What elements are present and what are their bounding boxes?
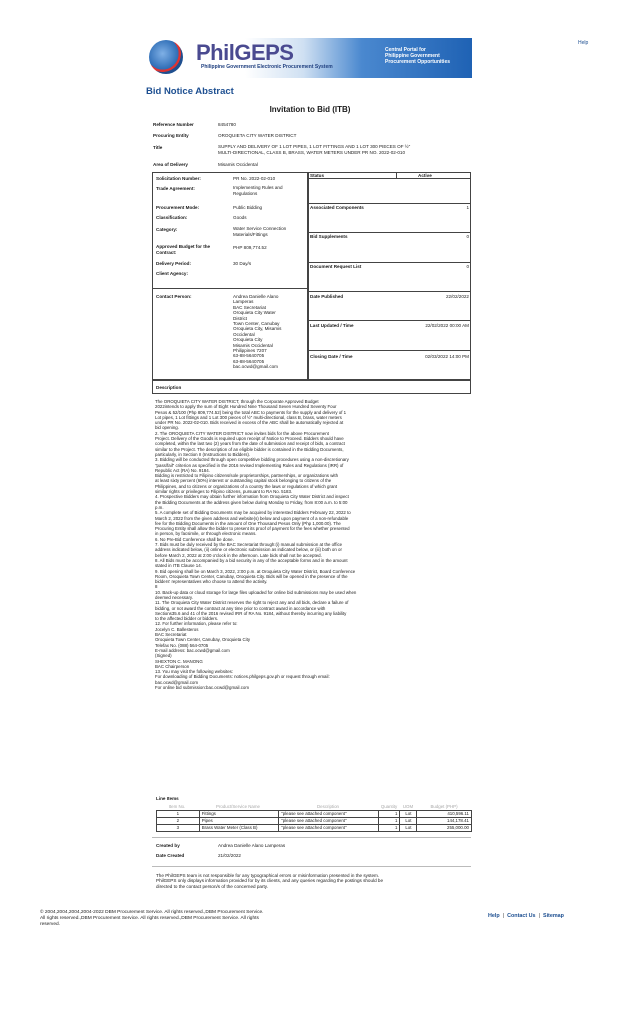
quantity-cell: 1 xyxy=(379,825,401,831)
classification-value: Goods xyxy=(233,215,247,220)
status-divider xyxy=(308,203,471,204)
delivery-period-label: Delivery Period: xyxy=(156,261,191,266)
footer-copyright xyxy=(40,910,340,927)
date-created-label: Date Created xyxy=(156,853,185,858)
associated-components-value: 1 xyxy=(466,205,469,210)
disclaimer xyxy=(156,873,472,889)
contact-line: 63-88-5640705 xyxy=(233,358,265,364)
product-cell: Fittings xyxy=(200,811,279,817)
procuring-entity-label: Procuring Entity xyxy=(153,133,189,138)
table-row xyxy=(157,825,471,831)
contact-line: Philippines 7207 xyxy=(233,348,267,354)
abc-label-1: Approved Budget for the xyxy=(156,244,211,249)
contact-line: Town Center, Canubay xyxy=(233,321,280,327)
quantity-cell: 1 xyxy=(379,818,401,824)
contact-line: Occidental xyxy=(233,331,255,337)
title-value-line-2: MULTI-DIRECTIONAL, CLASS B, BRASS, WATER METERS UNDER PR NO. 2022-02-010 xyxy=(218,150,406,155)
description-cell: "please see attached component" xyxy=(279,825,378,831)
tagline-line-3: Procurement Opportunities xyxy=(385,59,451,65)
abc-value: PHP 809,774.52 xyxy=(233,245,267,250)
budget-cell: 144,178.41 xyxy=(447,818,469,823)
item-no-cell: 3 xyxy=(157,825,200,831)
disclaimer-line: directed to the contact person/s of the concerned party. xyxy=(156,883,269,889)
product-cell: Pipes xyxy=(200,818,279,824)
footer-sitemap-link[interactable]: Sitemap xyxy=(542,913,564,919)
uom-cell: Lot xyxy=(400,818,417,824)
disclaimer-line: The PhilGEPS team is not responsible for any typographical errors or misinformation presented in the system. xyxy=(156,873,380,878)
created-by-value: Andrea Danielle Alano Lamperas xyxy=(218,843,286,848)
procuring-entity-value: OROQUIETA CITY WATER DISTRICT xyxy=(218,133,297,138)
item-no-cell: 2 xyxy=(157,818,200,824)
last-updated-value: 22/02/2022 00:00 AM xyxy=(425,323,469,328)
description-cell: "please see attached component" xyxy=(279,811,378,817)
area-of-delivery-value: Misamis Occidental xyxy=(218,162,258,167)
footer-links xyxy=(488,913,564,919)
bid-supplements-value: 0 xyxy=(466,234,469,239)
col-header: Description xyxy=(317,804,339,809)
description-text: The OROQUIETA CITY WATER DISTRICT, through the Corporate Approved Budget 2022intends to apply the sum of Eight Hundred Nine Thousand Seven Hundred Seventy Four Pesos & 52/100 (Php 809,774.52) being the total ABC to payments for the supply and delivery of 1 Lot pipes, 1 Lot fittings and 1 Lot 300 pieces of ½" multi-directional, class B, brass, water meters under PR No. 2022-02-010. Bids received in excess of the ABC shall be automatically rejected at bid opening. 2. The OROQUIETA CITY WATER DISTRICT now invites bids for the above Procurement Project. Delivery of the Goods is required upon receipt of Notice to Proceed. Bidders should have completed, within the last two (2) years from the date of submission and receipt of bids, a contract similar to the Project. The description of an eligible bidder is contained in the Bidding Documents, particularly, in Section II (Instructions to Bidders). 3. Bidding will be conducted through open competitive bidding procedures using a non-discretionary "pass/fail" criterion as specified in the 2016 revised Implementing Rules and Regulations (IRR) of Republic Act (RA) No. 9184. Bidding is restricted to Filipino citizens/sole proprietorships, partnerships, or organizations with at least sixty percent (60%) interest or outstanding capital stock belonging to citizens of the Philippines, and to citizens or organizations of a country the laws or regulations of which grant similar rights or privileges to Filipino citizens, pursuant to RA No. 5183. 4. Prospective Bidders may obtain further information from Oroquieta City Water District and inspect the Bidding Documents at the address given below during Monday to Friday, from 8:00 a.m. to 5:00 p.m. 5. A complete set of Bidding Documents may be acquired by interested Bidders February 22, 2022 to March 2, 2022 from the given address and website(s) below and upon payment of a non-refundable fee for the Bidding Documents in the amount of One Thousand Pesos Only (Php 1,000.00). The Procuring Entity shall allow the bidder to present its proof of payment for the fees whether presented in person, by facsimile, or through electronic means. 6. No Pre-Bid Conference shall be done. 7. Bids must be duly received by the BAC Secretariat through:(i) manual submission at the office address indicated below, (ii) online or electronic submission as indicated below, or (iii) both on or before March 2, 2022 at 2:00 o'clock in the afternoon. Late bids shall not be accepted. 8. All Bids must be accompanied by a bid security in any of the acceptable forms and in the amount stated in ITB Clause 14. 9. Bid opening shall be on March 3, 2022, 2:00 p.m. at Oroquieta City Water District, Board Conference Room, Oroquieta Town Center, Canubay, Oroquieta City. Bids will be opened in the presence of the bidders' representatives who choose to attend the activity. 8 10. Back-up data or cloud storage for large files uploaded for online bid submissions may be used when deemed necessary. 11. The Oroquieta City Water District reserves the right to reject any and all bids, declare a failure of bidding, or not award the contract at any time prior to contract award in accordance with Sections35.6 and 41 of the 2016 revised IRR of RA No. 9184, without thereby incurring any liability to the affected bidder or bidders. 12. For further information, please refer to: Jocelyn C. Ballesteros BAC Secretariat Oroquieta Town Center, Canubay, Oroquieta City Telefax No. (088) 564-0705 E-mail address: bac.ocwd@gmail.com (Signed) SHEXTON C. MANONG BAC Chairperson 13. You may visit the following websites: For downloading of Bidding Documents: notices.philgeps.gov.ph or request through email: bac.ocwd@gmail.com For online bid submission:bac.ocwd@gmail.com xyxy=(155,399,357,691)
item-no-cell: 1 xyxy=(157,811,200,817)
client-agency-label: Client Agency: xyxy=(156,271,188,276)
title-label: Title xyxy=(153,145,163,150)
procurement-mode-value: Public Bidding xyxy=(233,205,263,210)
contact-line: Lamperas xyxy=(233,299,254,305)
uom-cell: Lot xyxy=(400,811,417,817)
tagline-line-1: Central Portal for xyxy=(385,47,426,53)
status-divider xyxy=(308,178,471,179)
category-value-1: Water Service Connection xyxy=(233,226,287,231)
contact-line: Oroquieta City Water xyxy=(233,310,276,316)
trade-agreement-label: Trade Agreement: xyxy=(156,186,195,191)
line-items-table xyxy=(156,804,472,832)
trade-agreement-value-2: Regulations xyxy=(233,191,258,196)
status-label: Status xyxy=(310,173,325,178)
col-header: Quantity xyxy=(380,804,398,809)
status-divider xyxy=(308,232,471,233)
details-divider xyxy=(152,288,308,289)
contact-email: bac.ocwd@gmail.com xyxy=(233,364,279,370)
document-request-list-label: Document Request List xyxy=(310,264,362,269)
footer-separator: | xyxy=(502,913,505,919)
status-divider xyxy=(308,320,471,321)
col-header: Budget (PHP) xyxy=(430,804,458,809)
reference-number-value: 8454780 xyxy=(218,122,236,127)
col-header: Item No. xyxy=(168,804,186,809)
trade-agreement-value-1: Implementing Rules and xyxy=(233,185,283,190)
closing-date-value: 02/03/2022 14:00 PM xyxy=(425,354,469,359)
help-link-top[interactable]: Help xyxy=(578,40,589,46)
classification-label: Classification: xyxy=(156,215,188,220)
budget-cell: 410,596.11 xyxy=(447,811,469,816)
contact-line: 63-88-5640705 xyxy=(233,353,265,359)
status-badge: Active xyxy=(418,173,432,178)
category-label: Category: xyxy=(156,227,178,232)
table-header-row xyxy=(156,804,472,810)
header-tagline xyxy=(385,47,471,65)
col-header: Product/Service Name xyxy=(216,804,260,809)
solicitation-number-value: PR No. 2022-02-010 xyxy=(233,176,276,181)
reference-number-label: Reference Number xyxy=(153,122,194,127)
contact-line: District xyxy=(233,315,248,321)
area-of-delivery-label: Area of Delivery xyxy=(153,162,188,167)
itb-title: Invitation to Bid (ITB) xyxy=(269,105,351,114)
copyright-line: © 2004,2004,2004,2004-2022 DBM Procurement Service. All rights reserved.,DBM Procurement Service. xyxy=(40,910,264,915)
status-divider xyxy=(308,350,471,351)
logo-text: PhilGEPS xyxy=(196,40,294,65)
category-value-2: Materials/Fittings xyxy=(233,232,268,237)
contact-line: Andrea Danielle Alano xyxy=(233,294,279,299)
date-created-value: 21/02/2022 xyxy=(218,853,241,858)
last-updated-label: Last Updated / Time xyxy=(310,323,354,328)
tagline-line-2: Philippine Government xyxy=(385,53,440,59)
quantity-cell: 1 xyxy=(379,811,401,817)
associated-components-label: Associated Components xyxy=(310,205,364,210)
table-row xyxy=(157,811,471,818)
table-row xyxy=(157,818,471,825)
footer-help-link[interactable]: Help xyxy=(488,913,500,919)
contact-line: BAC Secretariat xyxy=(233,304,266,310)
status-divider xyxy=(308,291,471,292)
philgeps-seal-icon xyxy=(149,40,183,74)
solicitation-number-label: Solicitation Number: xyxy=(156,176,201,181)
copyright-line: All rights reserved.,DBM Procurement Service. All rights reserved.,DBM Procurement Service. All rights xyxy=(40,915,259,921)
product-cell: Brass Water Meter (Class B) xyxy=(200,825,279,831)
contact-line: Oroquieta City xyxy=(233,337,263,343)
description-cell: "please see attached component" xyxy=(279,818,378,824)
document-request-list-value: 0 xyxy=(466,264,469,269)
disclaimer-line: PhilGEPS only displays information provided for by its clients, and any queries regarding the postings should be xyxy=(156,878,384,884)
uom-cell: Lot xyxy=(400,825,417,831)
contact-line: Oroquieta City, Misamis xyxy=(233,326,282,332)
abc-label-2: Contract: xyxy=(156,250,177,255)
title-value-line-1: SUPPLY AND DELIVERY OF 1 LOT PIPES, 1 LOT FITTINGS AND 1 LOT 300 PIECES OF ½" xyxy=(218,144,411,149)
contact-person-label: Contact Person: xyxy=(156,294,192,299)
copyright-line: reserved. xyxy=(40,921,60,927)
date-published-value: 22/02/2022 xyxy=(446,294,469,299)
footer-contact-link[interactable]: Contact Us xyxy=(507,913,536,919)
procurement-mode-label: Procurement Mode: xyxy=(156,205,200,210)
contact-line: Misamis Occidental xyxy=(233,342,273,348)
logo-subtitle: Philippine Government Electronic Procurement System xyxy=(201,64,333,70)
delivery-period-value: 30 Day/s xyxy=(233,261,252,266)
created-divider xyxy=(152,837,471,838)
date-published-label: Date Published xyxy=(310,294,344,299)
col-header: UOM xyxy=(402,804,414,809)
created-by-label: Created by xyxy=(156,843,180,848)
line-items-label: Line Items xyxy=(156,796,179,801)
status-divider xyxy=(308,262,471,263)
footer-separator: | xyxy=(538,913,540,919)
description-label: Description xyxy=(156,385,182,390)
budget-cell: 255,000.00 xyxy=(447,825,469,830)
description-header xyxy=(152,380,471,394)
closing-date-label: Closing Date / Time xyxy=(310,354,353,359)
page-title: Bid Notice Abstract xyxy=(146,86,234,97)
created-divider xyxy=(152,866,471,867)
bid-supplements-label: Bid Supplements xyxy=(310,234,348,239)
contact-person-details xyxy=(233,294,305,370)
